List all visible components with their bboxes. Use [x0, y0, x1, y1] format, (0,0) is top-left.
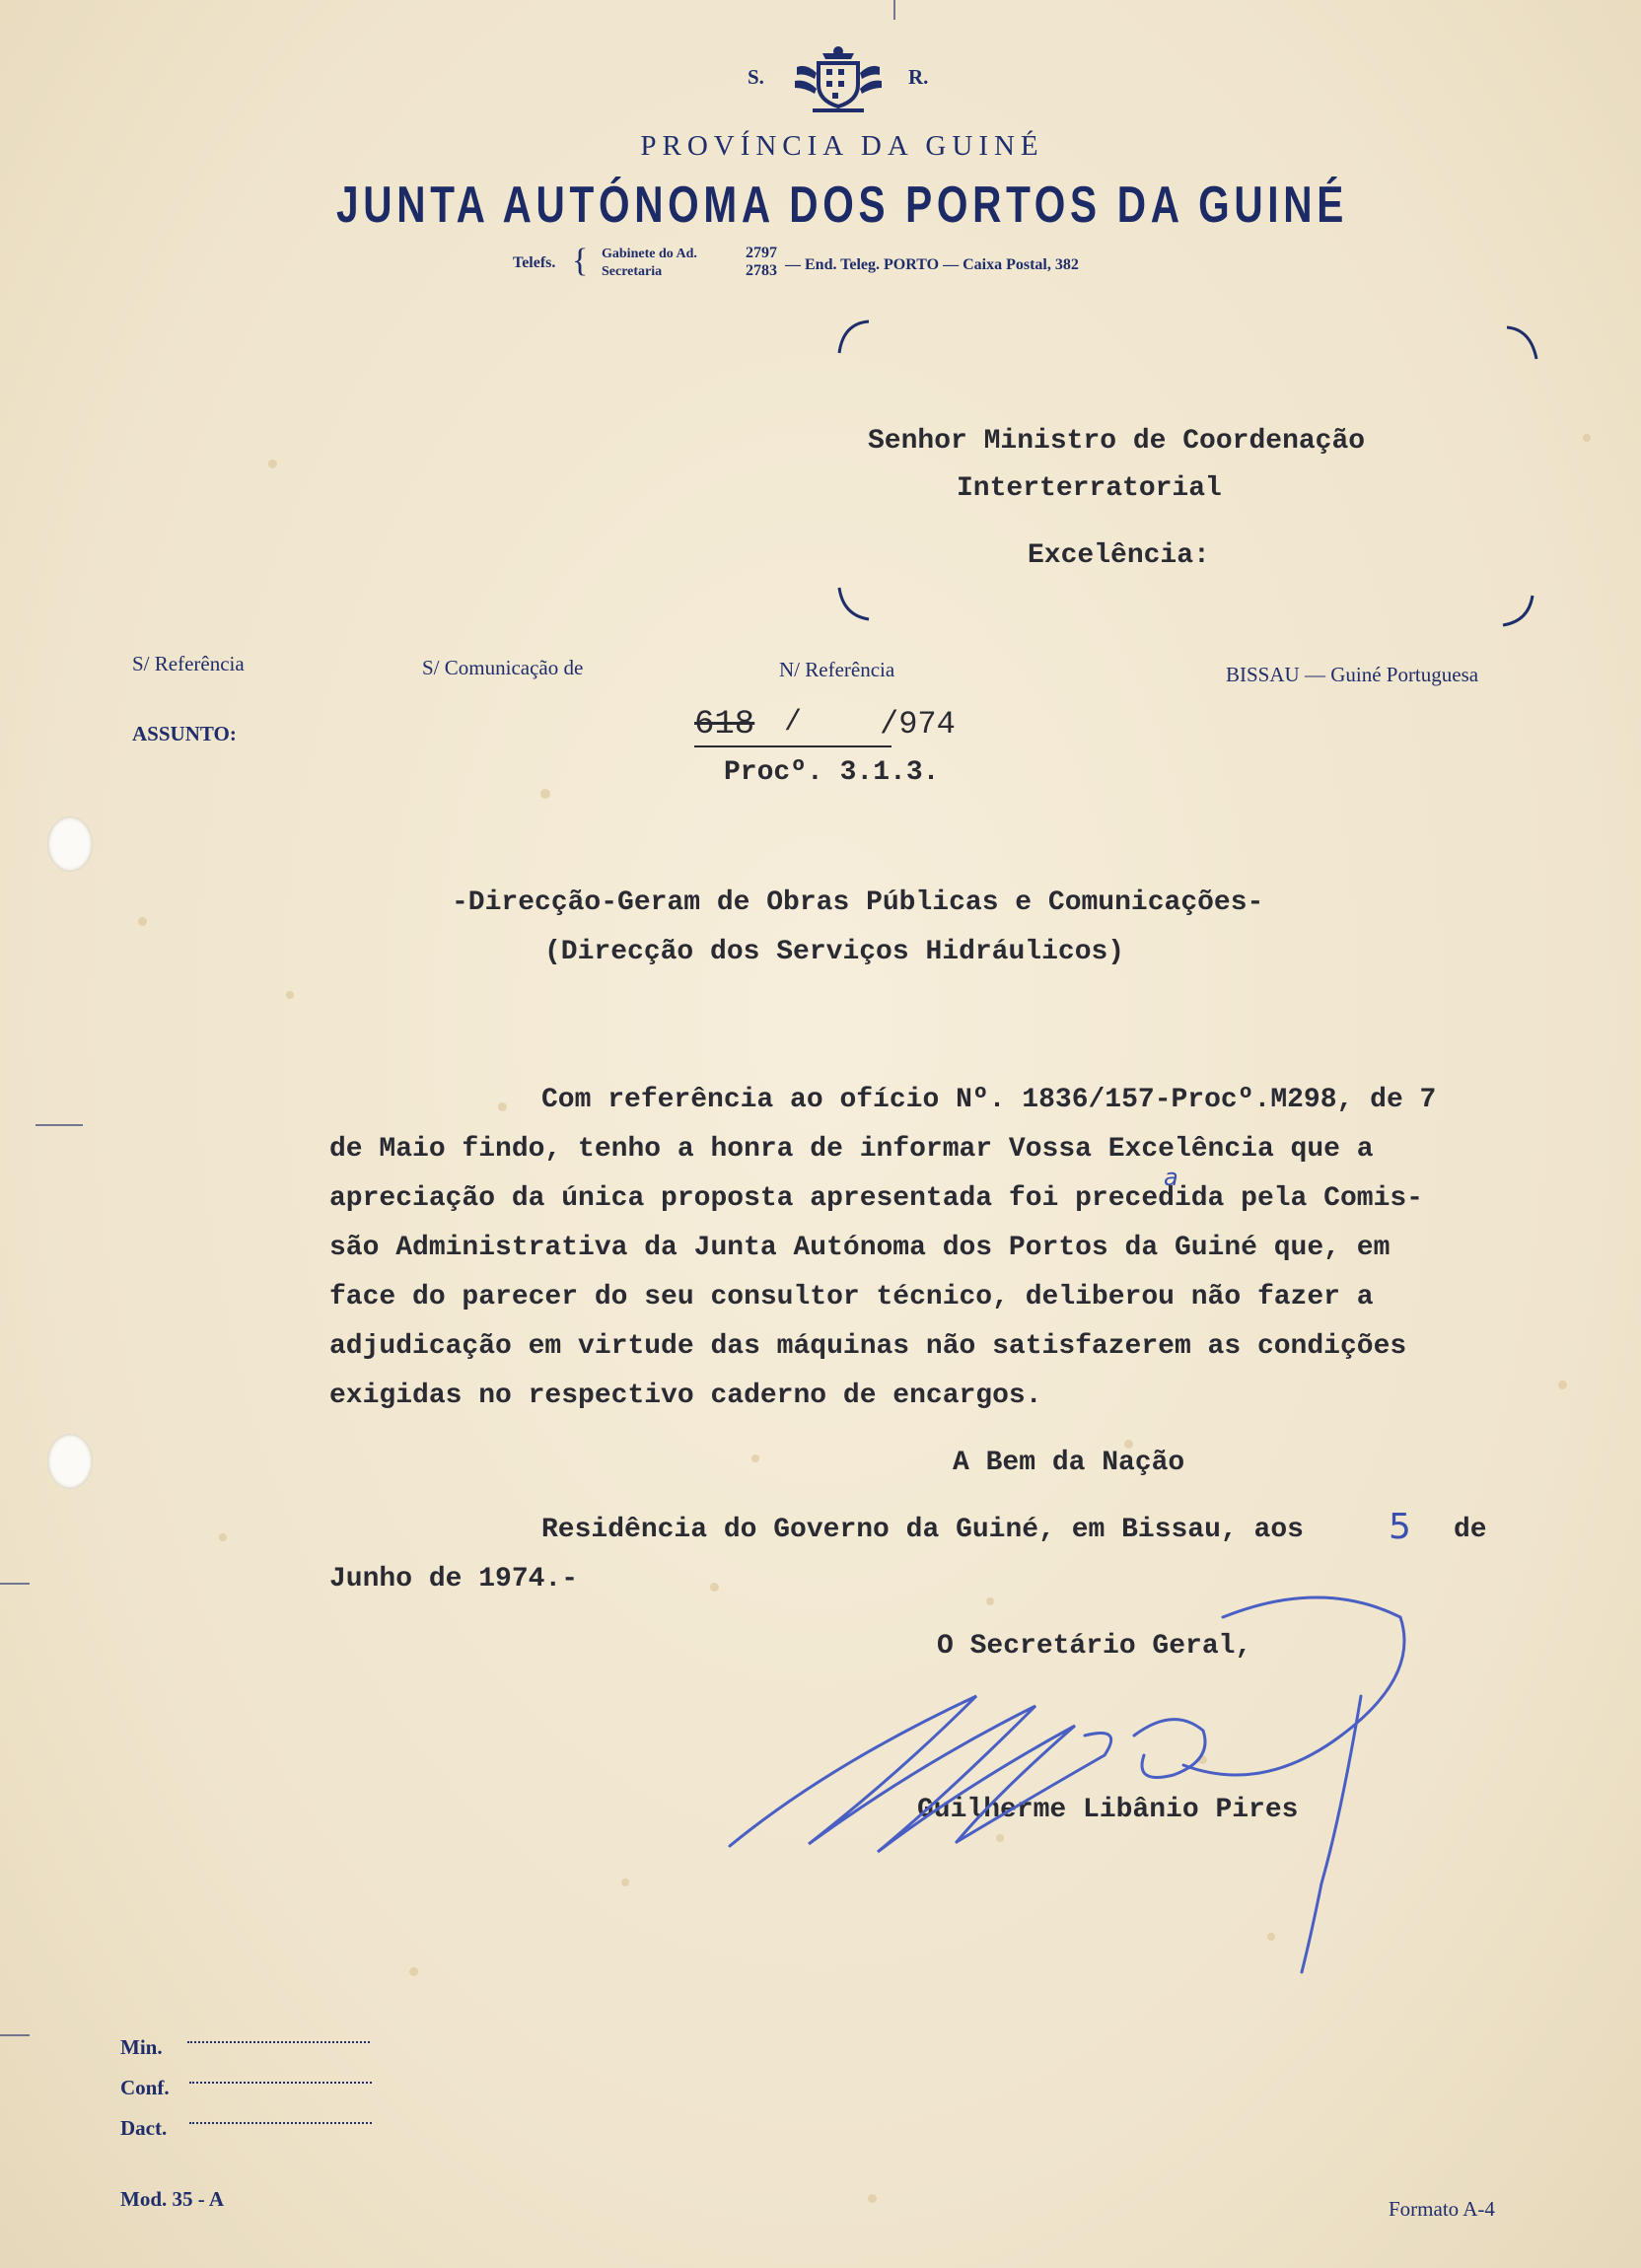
body-line-4: são Administrativa da Junta Autónoma dos Portos da Guiné que, em — [329, 1233, 1391, 1263]
reference-number-struck: 618 — [694, 706, 755, 744]
paper-stain — [868, 2194, 877, 2203]
address-window-corner-bl — [833, 584, 873, 623]
province-heading: PROVÍNCIA DA GUINÉ — [640, 130, 1044, 162]
phone-2-number: 2783 — [746, 262, 777, 279]
model-number: Mod. 35 - A — [120, 2187, 224, 2211]
paper-stain — [219, 1533, 227, 1541]
phone-1-label: Gabinete do Ad. — [602, 247, 697, 261]
address-window-corner-tr — [1503, 323, 1542, 363]
place-label: BISSAU — Guiné Portuguesa — [1226, 663, 1479, 686]
phone-2-label: Secretaria — [602, 264, 663, 279]
signatory-name: Guilherme Libânio Pires — [917, 1795, 1299, 1825]
reference-underline — [694, 745, 892, 747]
paper-stain — [1558, 1381, 1567, 1389]
handwritten-correction: a — [1164, 1164, 1178, 1191]
body-line-2: de Maio findo, tenho a honra de informar Vossa Excelência que a — [329, 1134, 1374, 1165]
address-window-corner-tl — [833, 318, 873, 357]
reference-year: /974 — [880, 706, 956, 743]
paper-stain — [1583, 434, 1591, 442]
paper-stain — [751, 1454, 759, 1462]
paper-stain — [138, 917, 147, 926]
punch-hole — [47, 1434, 93, 1489]
address-window-corner-br — [1499, 592, 1538, 631]
place-date-line-2: Junho de 1974.- — [329, 1564, 579, 1595]
subject-label: ASSUNTO: — [132, 722, 237, 745]
margin-fold-mark — [36, 1124, 83, 1126]
closing-phrase: A Bem da Nação — [953, 1448, 1185, 1478]
addressee-line-2: Interterratorial — [957, 473, 1222, 504]
process-number: Procº. 3.1.3. — [724, 757, 940, 788]
paper-stain — [409, 1967, 418, 1976]
salutation: Excelência: — [1028, 540, 1210, 571]
min-label: Min. — [120, 2035, 163, 2059]
subject-line-2: (Direcção dos Serviços Hidráulicos) — [544, 937, 1125, 967]
coat-of-arms-emblem — [793, 43, 884, 123]
place-date-line-1: Residência do Governo da Guiné, em Bissau, aos — [541, 1515, 1304, 1545]
your-communication-label: S/ Comunicação de — [422, 656, 584, 679]
paper-stain — [621, 1878, 629, 1886]
conf-dotted-line — [189, 2082, 372, 2084]
telephones-label: Telefs. — [513, 254, 556, 271]
organization-heading: JUNTA AUTÓNOMA DOS PORTOS DA GUINÉ — [336, 177, 1348, 234]
dact-dotted-line — [189, 2122, 372, 2124]
body-line-3: apreciação da única proposta apresentada foi precedida pela Comis- — [329, 1183, 1423, 1214]
handwritten-day: 5 — [1389, 1507, 1411, 1547]
handwritten-signature — [710, 1558, 1420, 1982]
paper-stain — [498, 1102, 507, 1111]
body-line-7: exigidas no respectivo caderno de encargos. — [329, 1381, 1042, 1411]
r-initial: R. — [908, 65, 929, 89]
brace-glyph: { — [572, 243, 589, 279]
body-line-5: face do parecer do seu consultor técnico, deliberou não fazer a — [329, 1282, 1374, 1312]
margin-fold-mark — [0, 1583, 30, 1585]
paper-stain — [268, 460, 277, 468]
contact-details: — End. Teleg. PORTO — Caixa Postal, 382 — [785, 256, 1079, 273]
your-reference-label: S/ Referência — [132, 652, 245, 675]
addressee-line-1: Senhor Ministro de Coordenação — [868, 426, 1366, 457]
min-dotted-line — [187, 2041, 370, 2043]
paper-format: Formato A-4 — [1389, 2197, 1495, 2221]
body-line-1: Com referência ao ofício Nº. 1836/157-Procº.M298, de 7 — [541, 1085, 1437, 1115]
punch-hole — [47, 816, 93, 872]
slash-mark: / — [784, 706, 803, 740]
margin-fold-mark — [0, 2034, 30, 2036]
place-date-de: de — [1454, 1515, 1487, 1545]
signatory-title: O Secretário Geral, — [937, 1631, 1252, 1662]
subject-line-1: -Direcção-Geram de Obras Públicas e Comunicações- — [452, 887, 1264, 918]
dact-label: Dact. — [120, 2116, 168, 2140]
paper-stain — [540, 789, 550, 799]
margin-fold-mark — [893, 0, 895, 20]
our-reference-label: N/ Referência — [779, 658, 895, 681]
phone-1-number: 2797 — [746, 245, 777, 261]
body-line-6: adjudicação em virtude das máquinas não satisfazerem as condições — [329, 1331, 1407, 1362]
s-initial: S. — [748, 65, 764, 89]
conf-label: Conf. — [120, 2076, 170, 2099]
paper-stain — [286, 991, 294, 999]
